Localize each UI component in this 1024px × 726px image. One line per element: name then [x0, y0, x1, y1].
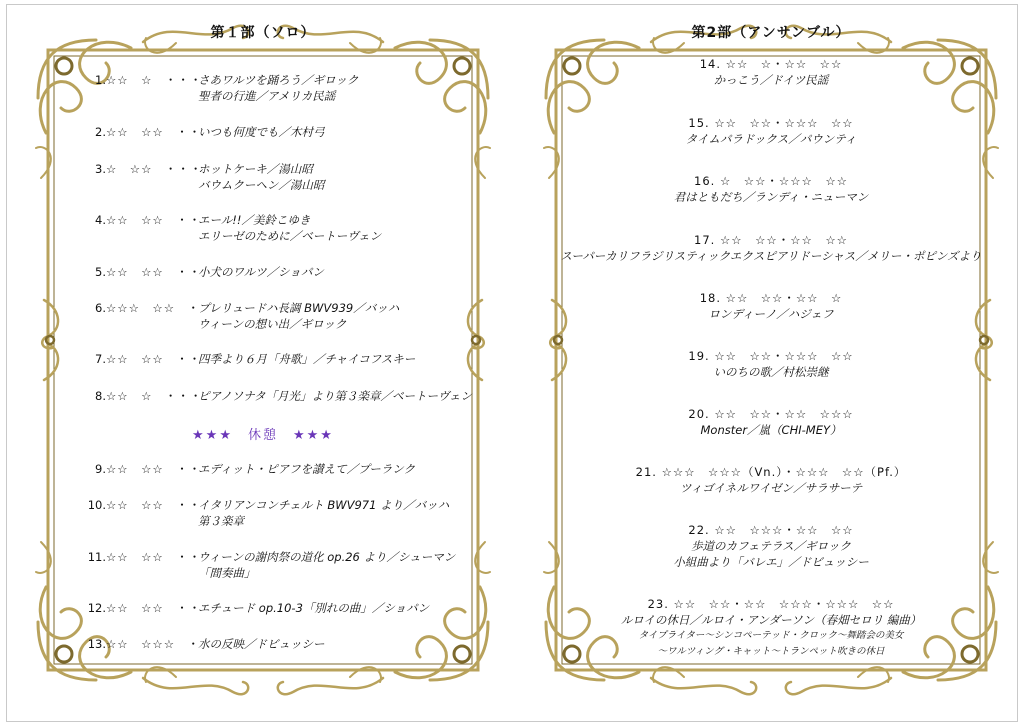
item-number: 7. — [95, 352, 106, 366]
program-item — [548, 596, 994, 660]
program-item — [82, 388, 472, 404]
piece-title: 君はともだち／ランディ・ニューマン — [673, 190, 869, 204]
piece-title: 小組曲より「バレエ」／ドビュッシー — [673, 555, 869, 569]
item-number: 3. — [95, 162, 106, 176]
item-number: 5. — [95, 265, 106, 279]
program-item — [548, 56, 994, 88]
program-item — [82, 212, 381, 244]
performer-stars: ☆☆ ☆ ・・・ — [106, 73, 203, 87]
performer-stars: ☆☆ ☆☆ ・・ — [106, 498, 202, 512]
performer-stars: 23. ☆☆ ☆☆・☆☆ ☆☆☆・☆☆☆ ☆☆ — [647, 597, 895, 611]
part1-title: 第１部（ソロ） — [210, 25, 316, 41]
piece-title: エール!!／美鈴こゆき — [198, 213, 311, 227]
piece-title: エリーゼのために／ベートーヴェン — [198, 229, 382, 243]
performer-stars: ☆☆ ☆ ・・・ — [106, 389, 203, 403]
piece-title: ロンディーノ／ハジェフ — [708, 307, 834, 321]
performer-stars: ☆☆ ☆☆☆ ・ — [106, 637, 201, 651]
performer-stars: 20. ☆☆ ☆☆・☆☆ ☆☆☆ — [688, 407, 854, 421]
performer-stars: 16. ☆ ☆☆・☆☆☆ ☆☆ — [694, 174, 848, 188]
piece-title: いつも何度でも／木村弓 — [198, 125, 325, 139]
program-item — [82, 461, 415, 477]
program-item — [82, 600, 429, 616]
piece-title: 「間奏曲」 — [198, 566, 256, 580]
piece-title: ウィーンの謝肉祭の道化 op.26 より／シューマン — [198, 550, 456, 564]
performer-stars: 21. ☆☆☆ ☆☆☆（Vn.）・☆☆☆ ☆☆（Pf.） — [635, 465, 907, 479]
performer-stars: 19. ☆☆ ☆☆・☆☆☆ ☆☆ — [688, 349, 854, 363]
item-number: 9. — [95, 462, 106, 476]
program-item — [82, 264, 324, 280]
program-item — [82, 351, 415, 367]
item-number: 11. — [87, 550, 106, 564]
program-item — [82, 161, 324, 193]
piece-title: 歩道のカフェテラス／ギロック — [691, 539, 851, 553]
piece-title: Monster／嵐（CHI-MEY） — [700, 423, 842, 437]
program-item — [82, 124, 325, 140]
piece-title: 四季より６月「舟歌」／チャイコフスキー — [198, 352, 416, 366]
piece-title: イタリアンコンチェルト BWV971 より／バッハ — [198, 498, 450, 512]
performer-stars: ☆☆ ☆☆ ・・ — [106, 213, 202, 227]
piece-title: エチュード op.10-3「別れの曲」／ショパン — [198, 601, 430, 615]
piece-title: ホットケーキ／湯山昭 — [198, 162, 313, 176]
piece-titles — [198, 461, 415, 477]
program-item — [82, 549, 455, 581]
piece-title: プレリュードハ長調 BWV939／バッハ — [198, 301, 400, 315]
item-number: 2. — [95, 125, 106, 139]
piece-titles — [198, 161, 324, 193]
program-item — [548, 348, 994, 380]
program-item — [548, 464, 994, 496]
piece-titles — [198, 212, 381, 244]
program-item — [548, 406, 994, 438]
item-number: 4. — [95, 213, 106, 227]
piece-titles — [198, 300, 399, 332]
piece-titles — [198, 636, 325, 652]
program-item — [82, 300, 399, 332]
program-item — [548, 232, 994, 264]
performer-stars: 15. ☆☆ ☆☆・☆☆☆ ☆☆ — [688, 116, 854, 130]
item-number: 8. — [95, 389, 106, 403]
piece-title: ピアノソナタ「月光」より第３楽章／ベートーヴェン — [198, 389, 473, 403]
program-item — [548, 522, 994, 570]
piece-titles — [198, 351, 415, 367]
item-number: 13. — [87, 637, 106, 651]
program-item — [82, 72, 358, 104]
performer-stars: 18. ☆☆ ☆☆・☆☆ ☆ — [699, 291, 843, 305]
piece-title: バウムクーヘン／湯山昭 — [198, 178, 325, 192]
performer-stars: ☆☆ ☆☆ ・・ — [106, 265, 202, 279]
piece-titles — [198, 124, 325, 140]
piece-titles — [198, 600, 429, 616]
program-item — [82, 636, 325, 652]
program-item — [548, 173, 994, 205]
performer-stars: ☆☆ ☆☆ ・・ — [106, 550, 202, 564]
piece-title: 水の反映／ドビュッシー — [198, 637, 325, 651]
piece-subtitle: タイプライター～シンコペーテッド・クロック～舞踏会の美女 — [638, 630, 904, 641]
part2-title: 第2部（アンサンブル） — [691, 25, 851, 41]
piece-titles — [198, 388, 472, 404]
item-number: 10. — [87, 498, 106, 512]
performer-stars: ☆☆☆ ☆☆ ・ — [106, 301, 201, 315]
intermission-label: ★★★ 休憩 ★★★ — [192, 428, 334, 443]
piece-title: いのちの歌／村松崇継 — [713, 365, 829, 379]
piece-titles — [198, 549, 455, 581]
item-number: 1. — [95, 73, 106, 87]
piece-title: ツィゴイネルワイゼン／サラサーテ — [679, 481, 863, 495]
piece-subtitle: ～ワルツィング・キャット～トランペット吹きの休日 — [657, 646, 885, 657]
piece-titles — [198, 72, 358, 104]
piece-titles — [198, 264, 324, 280]
item-number: 12. — [87, 601, 106, 615]
piece-title: 第３楽章 — [198, 514, 244, 528]
item-number: 6. — [95, 301, 106, 315]
performer-stars: ☆ ☆☆ ・・・ — [106, 162, 203, 176]
piece-title: さあワルツを踊ろう／ギロック — [198, 73, 359, 87]
piece-title: スーパーカリフラジリスティックエクスピアリドーシャス／メリー・ポピンズより — [560, 249, 982, 263]
piece-title: ウィーンの想い出／ギロック — [198, 317, 347, 331]
performer-stars: 17. ☆☆ ☆☆・☆☆ ☆☆ — [694, 233, 848, 247]
program-item — [548, 290, 994, 322]
piece-title: 小犬のワルツ／ショパン — [198, 265, 324, 279]
performer-stars: ☆☆ ☆☆ ・・ — [106, 601, 202, 615]
piece-title: ルロイの休日／ルロイ・アンダーソン（春畑セロリ 編曲） — [620, 613, 922, 627]
performer-stars: ☆☆ ☆☆ ・・ — [106, 125, 202, 139]
program-item — [548, 115, 994, 147]
piece-titles — [198, 497, 449, 529]
performer-stars: 22. ☆☆ ☆☆☆・☆☆ ☆☆ — [688, 523, 854, 537]
performer-stars: ☆☆ ☆☆ ・・ — [106, 462, 202, 476]
piece-title: エディット・ピアフを讃えて／プーランク — [198, 462, 416, 476]
program-item — [82, 497, 449, 529]
piece-title: 聖者の行進／アメリカ民謡 — [198, 89, 336, 103]
piece-title: かっこう／ドイツ民謡 — [713, 73, 829, 87]
performer-stars: ☆☆ ☆☆ ・・ — [106, 352, 202, 366]
piece-title: タイムパラドックス／パウンティ — [685, 132, 857, 146]
performer-stars: 14. ☆☆ ☆・☆☆ ☆☆ — [699, 57, 843, 71]
